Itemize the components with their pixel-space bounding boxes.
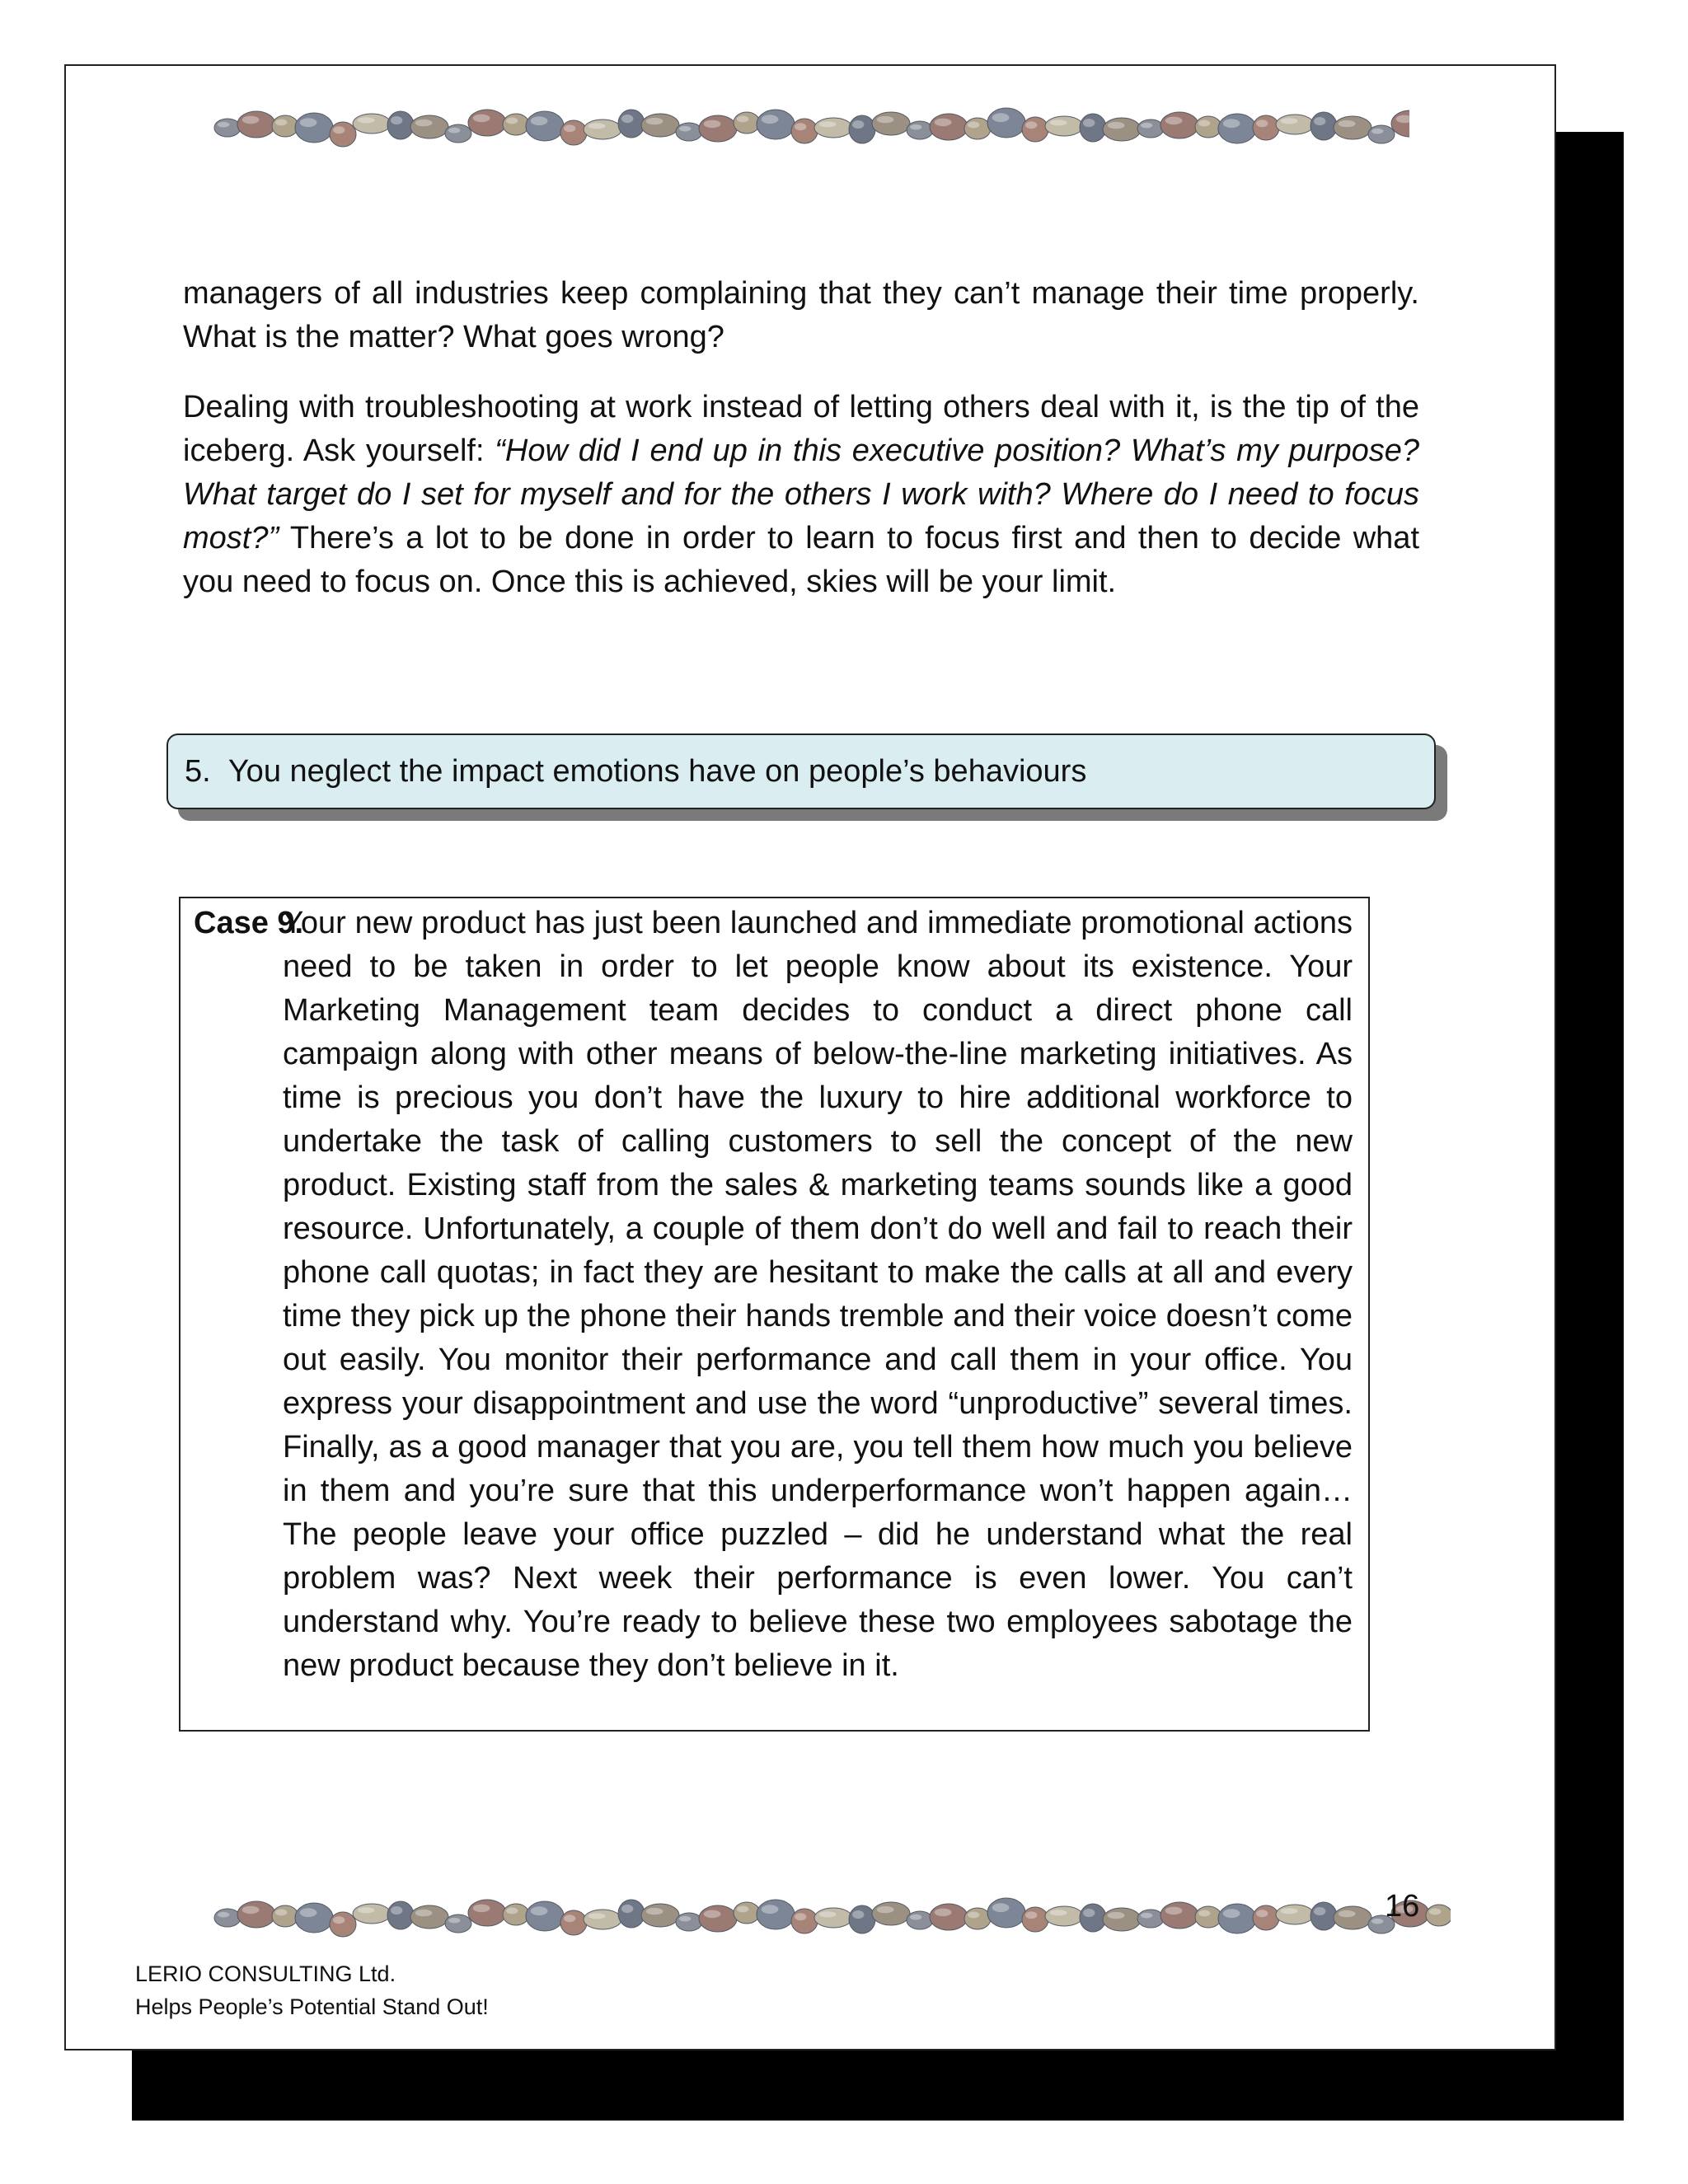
pebble-shape	[330, 122, 356, 147]
pebble-shape	[237, 1901, 275, 1928]
pebble-highlight	[242, 1906, 260, 1915]
pebble-shape	[468, 110, 506, 136]
pebble-shape	[676, 123, 702, 141]
pebble-shape	[1045, 1906, 1083, 1926]
pebble-highlight	[704, 1910, 721, 1919]
pebble-shape	[814, 1908, 852, 1928]
pebble-shape	[734, 112, 760, 134]
pebble-shape	[410, 1905, 448, 1929]
pebble-highlight	[621, 1905, 633, 1913]
footer-company: LERIO CONSULTING Ltd.	[135, 1961, 396, 1986]
pebble-highlight	[473, 1905, 490, 1913]
pebble-shape	[526, 1901, 564, 1931]
pebble-highlight	[1314, 117, 1325, 125]
paragraph-1: managers of all industries keep complaining that they can’t manage their time properly. What is the matter? What goes wrong?	[183, 276, 1419, 354]
pebble-highlight	[1223, 119, 1240, 128]
pebble-shape	[1426, 1905, 1451, 1926]
pebble-shape	[1276, 1905, 1314, 1924]
pebble-highlight	[1083, 1909, 1095, 1917]
pebble-highlight	[819, 1911, 837, 1917]
pebble-shape	[445, 124, 471, 143]
pebble-highlight	[1108, 122, 1125, 129]
pebble-shape	[872, 1902, 910, 1925]
pebble-shape	[237, 111, 275, 138]
pebble-highlight	[679, 1916, 691, 1922]
section-heading-box	[166, 733, 1436, 809]
pebble-highlight	[1256, 120, 1268, 127]
pebble-highlight	[242, 116, 260, 124]
case-text: Your new product has just been launched and immediate promotional actions need to be taken in order to let people know about its existence. Your Marketing Management team decides to conduct a direct phone call campaign along with other means of below-the-line marketing initiatives. As time is precious you don’t have the luxury to hire additional workforce to undertake the task of calling customers to sell the concept of the new product. Existing staff from the sales & marketing teams sounds like a good resource. Unfortunately, a couple of them don’t do well and fail to reach their phone call quotas; in fact they are hesitant to make the calls at all and every time they pick up the phone their hands tremble and their voice doesn’t come out easily. You monitor their performance and call them in your office. You express your disappointment and use the word “unproductive” several times. Finally, as a good manager that you are, you tell them how much you believe in them and you’re sure that this underperformance won’t happen again… The people leave your office puzzled – did he understand what the real problem was? Next week their performance is even lower. You can’t understand why. You’re ready to believe these two employees sabotage the new product because they don’t believe in it.	[283, 906, 1353, 1683]
pebble-highlight	[1198, 1910, 1210, 1917]
pebble-highlight	[1314, 1907, 1325, 1915]
pebble-shape	[1334, 1906, 1372, 1929]
pebble-shape	[791, 119, 818, 143]
pebble-shape	[1276, 115, 1314, 134]
pebble-shape	[1218, 1904, 1256, 1933]
pebble-shape	[676, 1913, 702, 1931]
pebble-highlight	[275, 1910, 287, 1916]
pebble-shape	[964, 1908, 991, 1929]
pebble-highlight	[737, 116, 748, 123]
pebble-shape	[872, 112, 910, 135]
pebble-shape	[330, 1912, 356, 1937]
pebble-shape	[907, 1911, 933, 1929]
pebble-highlight	[992, 113, 1010, 122]
pebble-shape	[353, 114, 391, 134]
pebble-shape	[618, 110, 645, 138]
paragraph-2-start: Dealing with troubleshooting at work instead of letting others deal with it, is the tip of the iceberg. Ask yourself:	[183, 390, 1419, 468]
pebble-border-top	[206, 97, 1409, 155]
pebble-highlight	[1141, 123, 1152, 129]
paragraph-2	[183, 386, 1419, 604]
pebble-highlight	[1165, 1907, 1183, 1915]
pebble-shape	[849, 1905, 875, 1933]
pebble-highlight	[473, 115, 490, 123]
pebble-highlight	[1083, 119, 1095, 127]
pebble-highlight	[1025, 121, 1037, 129]
pebble-shape	[1022, 1907, 1048, 1932]
pebble-shape	[641, 114, 679, 137]
paragraph-2-quote: “How did I end up in this executive position? What’s my purpose? What target do I set for myself and for the others I work with? Where do I need to focus most?”	[183, 434, 1419, 555]
pebble-highlight	[646, 118, 663, 124]
pebble-highlight	[1223, 1909, 1240, 1918]
pebble-highlight	[877, 116, 894, 123]
pebble-shape	[1080, 1904, 1106, 1932]
pebble-highlight	[992, 1903, 1010, 1912]
pebble-shape	[1137, 120, 1164, 138]
pebble-shape	[468, 1900, 506, 1926]
pebble-shape	[1334, 116, 1372, 139]
pebble-shape	[1368, 125, 1395, 143]
pebble-highlight	[1141, 1913, 1152, 1919]
pebble-shape	[1195, 1906, 1221, 1928]
pebble-shape	[1253, 115, 1279, 140]
pebble-highlight	[910, 124, 921, 130]
pebble-highlight	[391, 116, 402, 124]
page-number: 16	[1385, 1889, 1420, 1924]
pebble-highlight	[1281, 1908, 1298, 1914]
pebble-highlight	[1050, 120, 1067, 125]
pebble-shape	[387, 1901, 414, 1929]
pebble-highlight	[935, 1909, 952, 1917]
pebble-shape	[699, 115, 737, 142]
pebble-highlight	[275, 120, 287, 126]
pebble-shape	[849, 115, 875, 143]
pebble-highlight	[333, 1916, 345, 1924]
pebble-highlight	[1108, 1912, 1125, 1919]
pebble-highlight	[300, 1908, 317, 1917]
pebble-shape	[295, 1903, 333, 1933]
pebble-highlight	[358, 117, 375, 123]
pebble-shape	[1103, 118, 1141, 141]
pebble-shape	[734, 1902, 760, 1924]
pebble-shape	[791, 1909, 818, 1933]
pebble-shape	[353, 1904, 391, 1924]
case-label: Case 9.	[194, 906, 304, 940]
pebble-shape	[1160, 1902, 1198, 1929]
pebble-shape	[560, 120, 587, 145]
pebble-highlight	[819, 121, 837, 127]
pebble-shape	[641, 1904, 679, 1927]
body-text	[183, 272, 1419, 359]
pebble-highlight	[877, 1906, 894, 1913]
pebble-shape	[757, 1900, 795, 1929]
pebble-shape	[584, 1910, 621, 1929]
pebble-highlight	[448, 1918, 460, 1924]
pebble-highlight	[564, 124, 575, 132]
case-box	[179, 897, 1370, 1732]
pebble-highlight	[935, 119, 952, 127]
pebble-shape	[1218, 114, 1256, 143]
pebble-highlight	[1372, 1919, 1383, 1924]
pebble-shape	[295, 113, 333, 143]
pebble-highlight	[1198, 120, 1210, 127]
pebble-shape	[503, 114, 529, 135]
pebble-highlight	[506, 1908, 518, 1915]
pebble-shape	[1080, 114, 1106, 142]
pebble-highlight	[300, 118, 317, 127]
pebble-shape	[964, 118, 991, 139]
pebble-highlight	[795, 1913, 806, 1920]
pebble-highlight	[1339, 1910, 1356, 1917]
pebble-highlight	[588, 123, 606, 129]
pebble-highlight	[1165, 117, 1183, 125]
pebble-highlight	[588, 1913, 606, 1919]
pebble-highlight	[646, 1908, 663, 1915]
pebble-shape	[1311, 1902, 1337, 1930]
section-number: 5.	[185, 754, 211, 789]
pebble-shape	[584, 120, 621, 139]
pebble-shape	[410, 115, 448, 138]
pebble-shape	[618, 1900, 645, 1928]
pebble-shape	[1022, 117, 1048, 142]
pebble-highlight	[415, 1910, 433, 1916]
section-heading	[166, 733, 1436, 809]
pebble-shape	[445, 1915, 471, 1933]
pebble-highlight	[1025, 1911, 1037, 1919]
pebble-highlight	[679, 126, 691, 132]
pebble-highlight	[621, 115, 633, 123]
pebble-shape	[214, 119, 241, 137]
pebble-highlight	[358, 1907, 375, 1913]
pebble-shape	[1195, 116, 1221, 138]
pebble-shape	[272, 115, 298, 137]
pebble-shape	[387, 111, 414, 139]
pebble-border-bottom	[206, 1887, 1451, 1945]
pebble-highlight	[218, 122, 229, 128]
paragraph-2-end: There’s a lot to be done in order to learn to focus first and then to decide what you need to focus on. Once this is achieved, skies will be your limit.	[183, 521, 1419, 599]
pebble-shape	[699, 1905, 737, 1932]
pebble-highlight	[1256, 1910, 1268, 1917]
pebble-highlight	[1339, 120, 1356, 127]
pebble-shape	[272, 1905, 298, 1927]
pebble-shape	[503, 1904, 529, 1925]
pebble-highlight	[1281, 118, 1298, 124]
pebble-highlight	[391, 1906, 402, 1915]
pebble-shape	[560, 1910, 587, 1935]
pebble-shape	[1253, 1905, 1279, 1930]
pebble-shape	[1045, 116, 1083, 136]
pebble-highlight	[704, 120, 721, 129]
pebble-shape	[987, 108, 1025, 138]
pebble-highlight	[531, 116, 548, 125]
pebble-highlight	[968, 1912, 979, 1919]
pebble-highlight	[968, 122, 979, 129]
pebble-highlight	[737, 1906, 748, 1913]
pebble-highlight	[762, 1905, 779, 1914]
pebble-shape	[1311, 112, 1337, 140]
section-title: You neglect the impact emotions have on people’s behaviours	[227, 754, 1087, 789]
pebble-shape	[526, 111, 564, 141]
pebble-highlight	[762, 115, 779, 124]
pebble-shape	[1160, 112, 1198, 138]
pebble-shape	[987, 1898, 1025, 1928]
pebble-highlight	[852, 120, 864, 129]
pebble-highlight	[506, 118, 518, 124]
pebble-highlight	[1372, 129, 1383, 134]
pebble-highlight	[415, 120, 433, 126]
pebble-highlight	[218, 1912, 229, 1918]
pebble-highlight	[448, 128, 460, 134]
pebble-highlight	[564, 1915, 575, 1922]
pebble-highlight	[333, 126, 345, 134]
pebble-highlight	[910, 1915, 921, 1920]
pebble-shape	[214, 1909, 241, 1927]
pebble-shape	[907, 121, 933, 139]
pebble-highlight	[852, 1910, 864, 1919]
pebble-highlight	[531, 1906, 548, 1915]
pebble-shape	[814, 118, 852, 138]
pebble-shape	[930, 114, 968, 140]
pebble-shape	[1103, 1908, 1141, 1931]
pebble-shape	[757, 110, 795, 139]
pebble-highlight	[1429, 1909, 1441, 1915]
footer-tagline: Helps People’s Potential Stand Out!	[135, 1994, 489, 2019]
pebble-highlight	[1050, 1910, 1067, 1915]
pebble-shape	[1137, 1910, 1164, 1928]
body-text-2	[183, 386, 1419, 604]
pebble-highlight	[795, 123, 806, 130]
pebble-shape	[930, 1904, 968, 1930]
